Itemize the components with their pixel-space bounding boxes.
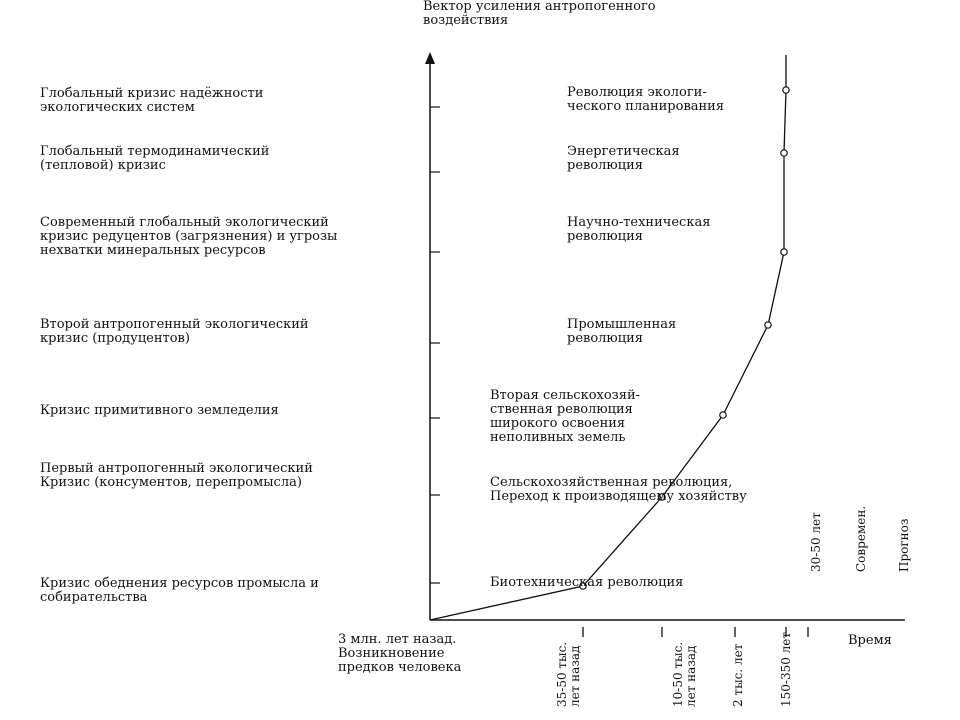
revolution-label: Биотехническая революция <box>490 575 684 590</box>
revolution-label: Энергетическая революция <box>567 144 680 173</box>
crisis-label: Современный глобальный экологический кризис редуцентов (загрязнения) и угрозы нехватки минеральных ресурсов <box>40 215 338 258</box>
revolution-label: Научно-техническая революция <box>567 215 711 244</box>
revolution-label: Революция экологи- ческого планирования <box>567 85 725 114</box>
origin-label: 3 млн. лет назад. Возникновение предков человека <box>338 632 462 675</box>
time-label: 10-50 тыс. лет назад <box>671 641 698 707</box>
y-axis-ticks <box>430 107 440 583</box>
crisis-label: Второй антропогенный экологический кризис (продуцентов) <box>40 317 309 346</box>
crisis-label: Глобальный термодинамический (тепловой) кризис <box>40 144 270 173</box>
x-axis-ticks <box>583 627 808 637</box>
revolution-label: Вторая сельскохозяй- ственная революция широкого освоения неполивных земель <box>490 388 641 445</box>
crisis-label: Кризис обеднения ресурсов промысла и собирательства <box>40 576 319 605</box>
time-label: 30-50 лет <box>809 512 823 572</box>
time-label: 2 тыс. лет <box>731 643 745 707</box>
time-label: Прогноз <box>897 518 911 572</box>
revolution-label: Сельскохозяйственная революция, Переход к производящему хозяйству <box>490 475 747 504</box>
crisis-label: Кризис примитивного земледелия <box>40 403 279 418</box>
x-axis-title: Время <box>848 633 892 648</box>
time-label: 150-350 лет <box>779 631 793 707</box>
y-axis-arrow-icon <box>425 52 435 64</box>
revolution-label: Промышленная революция <box>567 317 677 346</box>
time-label: 35-50 тыс. лет назад <box>555 641 582 707</box>
y-axis-title: Вектор усиления антропогенного воздействия <box>423 0 656 28</box>
time-label: Современ. <box>854 505 868 572</box>
crisis-label: Глобальный кризис надёжности экологических систем <box>40 86 264 115</box>
crisis-label: Первый антропогенный экологический Кризис (консументов, перепромысла) <box>40 461 313 490</box>
